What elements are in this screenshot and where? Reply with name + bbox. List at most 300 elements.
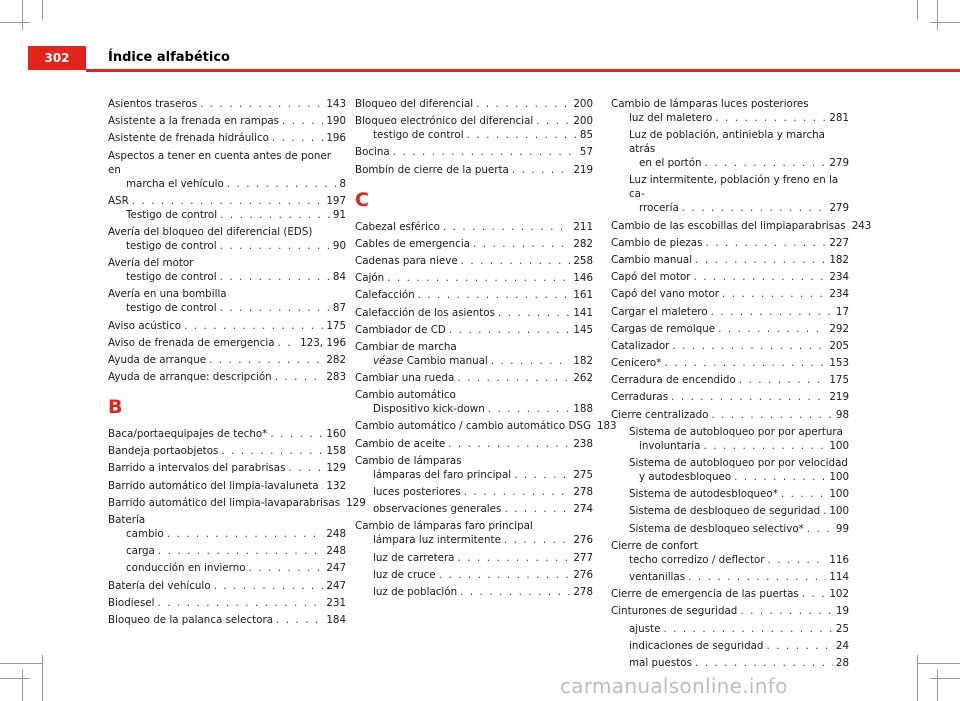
entry-term: techo corredizo / deflector [629, 553, 765, 566]
entry-term: Cierre de emergencia de las puertas [611, 588, 799, 601]
index-entry [108, 496, 366, 510]
leader-dots [458, 551, 571, 565]
index-entry [355, 254, 593, 268]
index-entry [611, 111, 849, 125]
entry-page-number: 102 [829, 588, 849, 601]
entry-page-number: 248 [326, 528, 346, 540]
leader-dots [671, 390, 826, 404]
index-entry [108, 370, 346, 384]
entry-page-number: 292 [829, 322, 849, 335]
entry-page-number: 196 [326, 132, 346, 145]
entry-page-number: 247 [326, 562, 346, 575]
leader-dots [663, 622, 832, 636]
entry-page-number: 197 [326, 194, 346, 207]
entry-term: en el portón [639, 157, 702, 170]
leader-dots [227, 177, 337, 191]
entry-term: Baca/portaequipajes de techo* [108, 428, 268, 441]
leader-dots [703, 439, 826, 453]
entry-term: Bloqueo del diferencial [355, 98, 474, 110]
entry-page-number: 129 [326, 462, 346, 475]
entry-term: Cenicero* [611, 357, 662, 370]
entry-term: Ayuda de arranque: descripción [108, 371, 272, 384]
index-entry [611, 487, 849, 501]
entry-page-number: 258 [573, 254, 593, 267]
entry-term: Cerradura de encendido [611, 374, 736, 387]
entry-term: véase Cambio manual [373, 354, 488, 367]
entry-page-number: 175 [326, 319, 346, 332]
entry-page-number: 281 [829, 112, 849, 124]
index-entry [108, 97, 346, 111]
leader-dots [711, 305, 833, 319]
index-column-1 [108, 97, 366, 630]
index-entry [611, 504, 849, 518]
entry-page-number: 19 [835, 605, 849, 618]
entry-page-number: 153 [829, 357, 849, 370]
leader-dots [220, 301, 330, 315]
entry-term: Asistente a la frenada en rampas [108, 115, 280, 128]
leader-dots [461, 254, 571, 268]
leader-dots [498, 306, 570, 320]
entry-page-number: 275 [573, 468, 593, 481]
leader-dots [695, 656, 833, 670]
index-entry [108, 596, 346, 610]
entry-term: indicaciones de seguridad [629, 639, 764, 652]
leader-dots [768, 553, 827, 567]
leader-dots [418, 288, 571, 302]
entry-term: Bloqueo electrónico del diferencial [355, 115, 534, 128]
entry-term: Cabezal esférico [355, 220, 440, 233]
index-heading: Luz de población, antiniebla y marcha atrás [629, 129, 825, 156]
index-entry [355, 502, 593, 516]
entry-page-number: 98 [835, 408, 849, 421]
leader-dots [464, 485, 571, 499]
entry-page-number: 200 [573, 115, 593, 128]
entry-term: Batería del vehículo [108, 579, 211, 592]
entry-term: y autodesbloqueo [639, 471, 732, 483]
entry-term: Dispositivo kick-down [373, 403, 485, 416]
entry-term: Biodiesel [108, 596, 155, 609]
index-entry [355, 306, 593, 320]
leader-dots [158, 544, 323, 558]
index-entry [108, 544, 346, 558]
entry-term: testigo de control [126, 239, 217, 252]
entry-page-number: 25 [835, 622, 849, 635]
index-entry [355, 585, 593, 599]
index-entry [355, 271, 593, 285]
index-entry [108, 427, 346, 441]
index-entry [108, 479, 346, 493]
entry-page-number: 243 [851, 219, 872, 232]
index-entry [108, 301, 346, 315]
leader-dots [457, 371, 570, 385]
index-entry [108, 527, 346, 541]
entry-term: Cambio de aceite [355, 437, 446, 450]
entry-term: involuntaria [639, 439, 701, 452]
leader-dots [158, 596, 324, 610]
index-entry [355, 97, 593, 111]
entry-page-number: 227 [829, 236, 849, 249]
entry-page-number: 141 [573, 306, 593, 319]
index-entry [611, 270, 849, 284]
entry-term: Aviso de frenada de emergencia [108, 336, 275, 349]
leader-dots [448, 437, 570, 451]
leader-dots [739, 373, 827, 387]
leader-dots [514, 468, 570, 482]
index-entry [108, 270, 346, 284]
entry-term: luz de población [373, 585, 458, 598]
leader-dots [664, 356, 826, 370]
entry-term: Barrido automático del limpia-lavaparabrisas [108, 496, 341, 509]
entry-page-number: 100 [829, 439, 849, 452]
entry-page-number: 277 [573, 551, 593, 564]
index-entry [611, 470, 849, 484]
index-entry [355, 419, 617, 433]
entry-term: Cambio automático / cambio automático DSG [355, 420, 591, 433]
crop-mark [918, 663, 960, 664]
entry-term: Bandeja portaobjetos [108, 445, 219, 458]
index-entry [355, 163, 593, 177]
entry-page-number: 200 [573, 98, 593, 110]
leader-dots [276, 613, 323, 627]
leader-dots [705, 156, 827, 170]
leader-dots [467, 128, 577, 142]
entry-page-number: 188 [573, 403, 593, 416]
leader-dots [488, 402, 571, 416]
index-entry [611, 219, 872, 233]
crop-mark [917, 655, 918, 701]
crop-mark [937, 0, 938, 30]
leader-dots [460, 585, 570, 599]
index-entry [611, 439, 849, 453]
entry-term: Barrido automático del limpia-lavaluneta [108, 479, 319, 492]
leader-dots [491, 354, 571, 368]
index-entry [355, 485, 593, 499]
leader-dots [221, 444, 323, 458]
index-entry [355, 437, 593, 451]
entry-term: testigo de control [373, 129, 464, 142]
entry-page-number: 184 [326, 613, 346, 626]
index-entry [355, 220, 593, 234]
leader-dots [220, 208, 330, 222]
entry-term: marcha el vehículo [126, 177, 224, 190]
crop-mark [937, 670, 938, 701]
leader-dots [802, 587, 827, 601]
entry-page-number: 262 [573, 372, 593, 385]
index-entry [611, 253, 849, 267]
leader-dots [476, 97, 570, 111]
leader-dots [473, 237, 570, 251]
entry-page-number: 279 [829, 157, 849, 170]
entry-term: Sistema de autodesbloqueo* [629, 488, 778, 501]
leader-dots [694, 270, 827, 284]
index-entry [108, 208, 346, 222]
index-entry [611, 408, 849, 422]
entry-term: Cargas de remolque [611, 322, 716, 335]
watermark: carmanualsonline.info [560, 674, 788, 698]
entry-term: Catalizador [611, 339, 670, 352]
entry-term: luz de cruce [373, 568, 436, 581]
index-entry [355, 114, 593, 128]
entry-term: Sistema de desbloqueo selectivo* [629, 522, 804, 535]
entry-page-number: 114 [829, 570, 849, 583]
entry-term: ventanillas [629, 570, 686, 583]
leader-dots [220, 270, 330, 284]
entry-page-number: 87 [332, 302, 346, 315]
leader-dots [322, 479, 324, 493]
index-heading: Cambio de lámparas faro principal [355, 520, 533, 533]
entry-page-number: 116 [829, 553, 849, 566]
entry-page-number: 100 [829, 471, 849, 483]
leader-dots [449, 323, 571, 337]
entry-term: Asistente de frenada hidráulico [108, 132, 269, 145]
entry-term: Bombín de cierre de la puerta [355, 163, 509, 176]
leader-dots [167, 527, 324, 541]
index-entry [108, 114, 346, 128]
index-entry [611, 322, 849, 336]
index-entry [108, 239, 346, 253]
index-heading: Avería del motor [108, 257, 194, 270]
entry-page-number: 247 [326, 579, 346, 592]
entry-page-number: 85 [579, 129, 593, 142]
entry-term: carga [126, 545, 155, 558]
entry-page-number: 84 [332, 271, 346, 284]
page-title: Índice alfabético [108, 50, 230, 65]
leader-dots [209, 353, 323, 367]
index-entry [108, 177, 346, 191]
index-entry [108, 194, 346, 208]
entry-page-number: 234 [829, 288, 849, 301]
leader-dots [184, 319, 323, 333]
leader-dots [220, 239, 330, 253]
leader-dots [695, 253, 826, 267]
entry-page-number: 183 [596, 420, 617, 433]
leader-dots [781, 487, 827, 501]
entry-page-number: 234 [829, 271, 849, 284]
entry-page-number: 161 [573, 289, 593, 302]
entry-term: Cambio manual [611, 253, 693, 266]
leader-dots [536, 114, 570, 128]
index-heading: Cambio de lámparas [355, 454, 462, 467]
entry-term: luces posteriores [373, 486, 461, 498]
leader-dots [443, 220, 570, 234]
crop-mark [22, 670, 23, 701]
index-entry [611, 305, 849, 319]
crop-mark [0, 22, 30, 23]
entry-term: ajuste [629, 622, 661, 635]
entry-page-number: 278 [573, 486, 593, 498]
index-entry [108, 561, 346, 575]
entry-term: Cajón [355, 272, 385, 285]
leader-dots [439, 568, 571, 582]
index-entry [611, 656, 849, 670]
entry-page-number: 132 [326, 479, 346, 492]
entry-term: conducción en invierno [126, 562, 246, 575]
entry-page-number: 190 [326, 115, 346, 128]
entry-page-number: 274 [573, 503, 593, 516]
entry-term: Capó del vano motor [611, 288, 720, 301]
entry-page-number: 238 [573, 437, 593, 450]
leader-dots [711, 408, 832, 422]
leader-dots [270, 427, 323, 441]
entry-term: mal puestos [629, 656, 692, 669]
index-entry [611, 339, 849, 353]
entry-page-number: 123, 196 [300, 336, 346, 349]
leader-dots [504, 502, 570, 516]
entry-term: Calefacción de los asientos [355, 306, 495, 319]
leader-dots [132, 194, 324, 208]
index-entry [611, 570, 849, 584]
leader-dots [200, 97, 323, 111]
leader-dots [718, 322, 826, 336]
entry-term: luz del maletero [629, 112, 713, 124]
entry-term: rrocería [639, 202, 679, 215]
crop-mark [917, 0, 918, 20]
entry-term: Capó del motor [611, 271, 691, 284]
leader-dots [807, 522, 833, 536]
leader-dots [740, 604, 833, 618]
entry-page-number: 231 [326, 596, 346, 609]
index-heading: Batería [108, 514, 146, 526]
leader-dots [672, 339, 826, 353]
leader-dots [249, 561, 324, 575]
entry-page-number: 211 [573, 220, 593, 233]
index-column-2 [355, 97, 617, 602]
entry-page-number: 28 [835, 656, 849, 669]
index-entry [108, 444, 346, 458]
index-entry [355, 568, 593, 582]
index-entry [611, 390, 849, 404]
index-entry [611, 553, 849, 567]
entry-page-number: 278 [573, 585, 593, 598]
entry-page-number: 175 [829, 374, 849, 387]
index-entry [355, 354, 593, 368]
leader-dots [766, 639, 832, 653]
entry-page-number: 205 [829, 339, 849, 352]
entry-term: Testigo de control [126, 208, 218, 221]
entry-term: Cadenas para nieve [355, 254, 458, 267]
index-column-3 [611, 97, 872, 673]
entry-page-number: 182 [829, 253, 849, 266]
crop-mark [42, 0, 43, 20]
entry-page-number: 129 [346, 496, 366, 509]
leader-dots [705, 236, 826, 250]
index-heading: Cambio automático [355, 389, 456, 402]
entry-page-number: 248 [326, 545, 346, 558]
leader-dots [823, 504, 826, 518]
index-heading: Sistema de autobloqueo por por velocidad [629, 457, 848, 469]
leader-dots [722, 287, 826, 301]
index-entry [611, 587, 849, 601]
index-entry [355, 533, 593, 547]
entry-term: lámparas del faro principal [373, 468, 512, 481]
index-entry [355, 323, 593, 337]
entry-page-number: 219 [573, 163, 593, 176]
entry-term: cambio [126, 528, 164, 540]
entry-page-number: 99 [835, 522, 849, 535]
index-entry [611, 236, 849, 250]
entry-term: Cambio de las escobillas del limpiaparabrisas [611, 219, 846, 232]
leader-dots [734, 470, 826, 484]
crop-mark [0, 663, 42, 664]
entry-page-number: 283 [326, 371, 346, 384]
index-heading: Avería del bloqueo del diferencial (EDS) [108, 225, 313, 238]
entry-term: Barrido a intervalos del parabrisas [108, 462, 286, 475]
entry-page-number: 100 [829, 505, 849, 518]
index-heading: Aspectos a tener en cuenta antes de poner en [108, 149, 331, 176]
index-entry [355, 145, 593, 159]
entry-page-number: 282 [326, 353, 346, 366]
leader-dots [387, 271, 570, 285]
leader-dots [512, 163, 571, 177]
index-entry [355, 402, 593, 416]
index-entry [611, 373, 849, 387]
entry-term: lámpara luz intermitente [373, 534, 501, 547]
entry-page-number: 91 [332, 208, 346, 221]
crop-mark [22, 0, 23, 30]
index-entry [355, 468, 593, 482]
entry-page-number: 276 [573, 568, 593, 581]
entry-term: testigo de control [126, 271, 217, 284]
index-entry [108, 336, 346, 350]
index-entry [355, 128, 593, 142]
index-entry [611, 522, 849, 536]
leader-dots [715, 111, 826, 125]
index-entry [611, 356, 849, 370]
entry-page-number: 24 [835, 639, 849, 652]
entry-term: Cargar el maletero [611, 305, 708, 318]
entry-page-number: 160 [326, 428, 346, 441]
entry-page-number: 143 [326, 98, 346, 110]
entry-term: testigo de control [126, 302, 217, 315]
index-entry [108, 461, 346, 475]
index-entry [355, 371, 593, 385]
entry-term: Cambiar una rueda [355, 372, 455, 385]
entry-term: Cierre centralizado [611, 408, 709, 421]
entry-term: Bloqueo de la palanca selectora [108, 613, 274, 626]
entry-term: Cables de emergencia [355, 237, 470, 250]
crop-mark [930, 678, 960, 679]
entry-page-number: 146 [573, 272, 593, 285]
leader-dots [682, 201, 827, 215]
entry-term: Cambio de piezas [611, 236, 703, 249]
index-entry [611, 201, 849, 215]
crop-mark [0, 678, 30, 679]
crop-mark [930, 22, 960, 23]
index-entry [611, 622, 849, 636]
page-number-badge: 302 [28, 46, 86, 70]
entry-term: Cambiador de CD [355, 323, 446, 336]
crop-mark [42, 655, 43, 701]
entry-page-number: 279 [829, 202, 849, 215]
entry-page-number: 57 [579, 146, 593, 159]
entry-term: luz de carretera [373, 551, 455, 564]
entry-page-number: 90 [332, 239, 346, 252]
index-entry [108, 319, 346, 333]
index-entry [355, 288, 593, 302]
index-heading: Cambiar de marcha [355, 340, 457, 353]
entry-page-number: 182 [573, 354, 593, 367]
leader-dots [275, 370, 324, 384]
entry-page-number: 158 [326, 445, 346, 458]
entry-term: observaciones generales [373, 503, 502, 516]
leader-dots [214, 579, 324, 593]
entry-term: Aviso acústico [108, 319, 182, 332]
leader-dots [288, 461, 323, 475]
entry-page-number: 282 [573, 237, 593, 250]
entry-term: Ayuda de arranque [108, 353, 207, 366]
entry-term: Bocina [355, 146, 390, 159]
index-heading: Cambio de lámparas luces posteriores [611, 98, 809, 110]
